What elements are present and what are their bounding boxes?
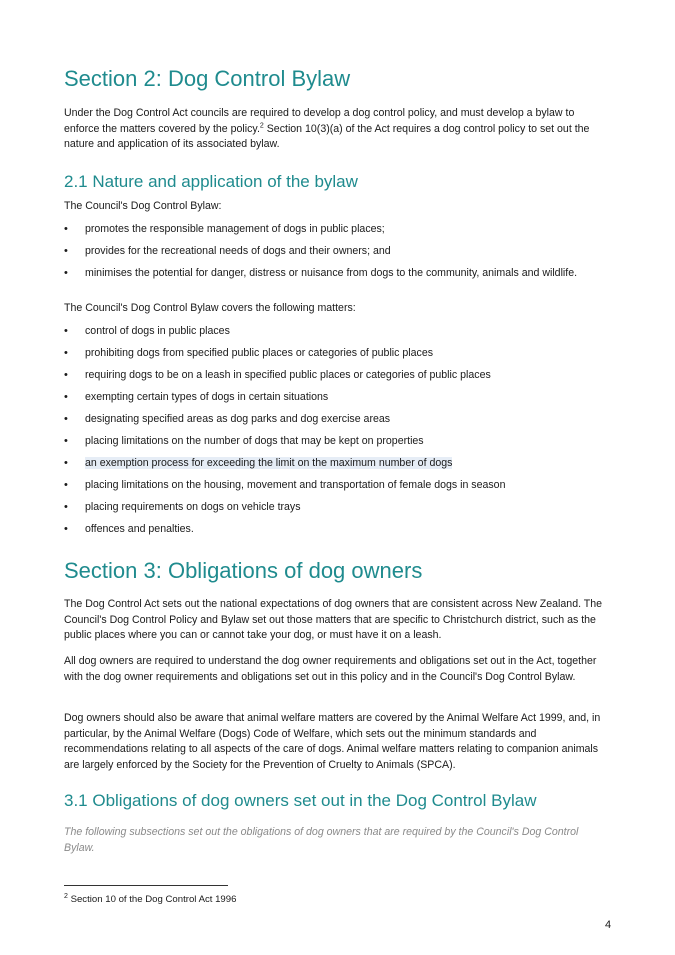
intro-text-a: Under the Dog Control Act councils are required to develop a dog control policy, and must develop a bylaw to enforce the matters covered by the policy.: [64, 107, 575, 135]
list-item: • placing limitations on the housing, movement and transportation of female dogs in season: [64, 477, 624, 499]
list-item: • placing limitations on the number of dogs that may be kept on properties: [64, 433, 624, 455]
list-item: • promotes the responsible management of dogs in public places;: [64, 221, 624, 243]
highlighted-text: an exemption process for exceeding the limit on the maximum number of dogs: [85, 457, 453, 469]
section-3-para-1: The Dog Control Act sets out the national expectations of dog owners that are consistent across New Zealand. The Council's Dog Control Policy and Bylaw set out those matters that are specific to Christchurch district, such as the public places where you can or cannot take your dog, or must have it on a leash.: [64, 598, 603, 641]
section-2-intro: [64, 106, 609, 153]
footnote-divider: [64, 885, 228, 886]
list-item: • control of dogs in public places: [64, 323, 624, 345]
intro-text-b: Section 10(3)(a) of the Act requires a dog control policy to set out the nature and application of its associated bylaw.: [64, 122, 590, 150]
list-item: • minimises the potential for danger, distress or nuisance from dogs to the community, animals and wildlife.: [64, 265, 624, 287]
footnote-text: Section 10 of the Dog Control Act 1996: [67, 894, 237, 905]
list-item: • designating specified areas as dog parks and dog exercise areas: [64, 411, 624, 433]
section-3-1-note: The following subsections set out the obligations of dog owners that are required by the Council's Dog Control Bylaw.: [64, 826, 579, 854]
list-item: • offences and penalties.: [64, 521, 624, 543]
list-item: • requiring dogs to be on a leash in specified public places or categories of public places: [64, 367, 624, 389]
section-2-1-heading: 2.1 Nature and application of the bylaw: [64, 172, 358, 191]
footnote-ref[interactable]: 2: [259, 121, 264, 129]
footnote-marker: 2: [64, 892, 68, 900]
list-item: • exempting certain types of dogs in certain situations: [64, 389, 624, 411]
section-3-heading: Section 3: Obligations of dog owners: [64, 558, 423, 583]
section-2-heading: Section 2: Dog Control Bylaw: [64, 66, 351, 91]
bylaw-purpose-list: [64, 221, 624, 287]
page-number: 4: [605, 919, 612, 931]
bylaw-matters-list: [64, 323, 624, 543]
list-item: • provides for the recreational needs of dogs and their owners; and: [64, 243, 624, 265]
bylaw-lead-2: The Council's Dog Control Bylaw covers the following matters:: [64, 302, 356, 314]
bylaw-lead-1: The Council's Dog Control Bylaw:: [64, 200, 222, 212]
list-item: • placing requirements on dogs on vehicle trays: [64, 499, 624, 521]
section-3-para-2: All dog owners are required to understand the dog owner requirements and obligations set out in the Act, together with the dog owner requirements and obligations set out in this policy and in the Council's Dog Control Bylaw.: [64, 655, 597, 683]
list-item-highlighted: [64, 455, 624, 477]
section-3-1-heading: 3.1 Obligations of dog owners set out in the Dog Control Bylaw: [64, 791, 537, 810]
list-item: • prohibiting dogs from specified public places or categories of public places: [64, 345, 624, 367]
footnote: [64, 894, 236, 905]
section-3-para-3: Dog owners should also be aware that animal welfare matters are covered by the Animal Welfare Act 1999, and, in particular, by the Animal Welfare (Dogs) Code of Welfare, which sets out the minimum standards and recommendations relating to all aspects of the care of dogs. Animal welfare matters relating to companion animals are largely enforced by the Society for the Prevention of Cruelty to Animals (SPCA).: [64, 712, 601, 771]
